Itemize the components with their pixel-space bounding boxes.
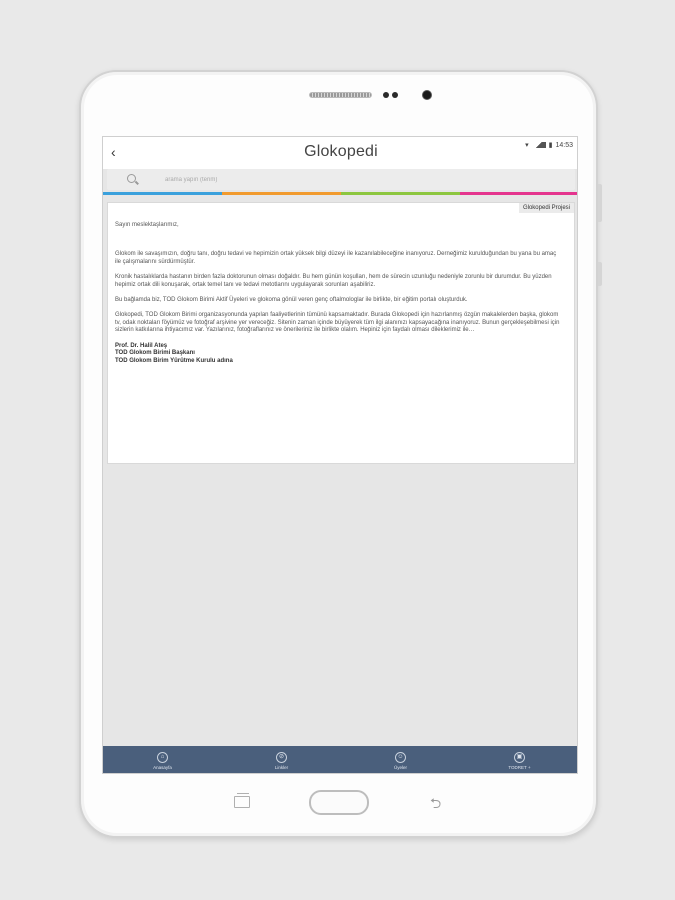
front-camera — [422, 90, 432, 100]
status-bar — [525, 141, 573, 149]
link-icon: ⊘ — [276, 752, 287, 763]
back-arrow-icon[interactable]: ‹ — [111, 144, 116, 160]
paragraph: Glokopedi, TOD Glokom Birimi organizasyonunda yapılan faaliyetlerinin tümünü kapsamaktadır. Burada Glokopedi için hazırlanmış özgün makalelerden başka, glokom tv, odak noktaları föyümüz ve fotoğraf arşivine yer vereceğiz. Sitenin zaman içinde büyüyerek tüm ilgi alanınızı kapsayacağına inanıyoruz. Bunun gerçekleşebilmesi için sizlerin katkılarına ihtiyacımız var. Yazılarınız, fotoğraflarınız ve önerileriniz ile birlikte olalım. Hepiniz için faydalı olması dileklerimiz ile… — [115, 312, 560, 334]
screen — [102, 136, 578, 774]
nav-label: Linkler — [274, 764, 289, 770]
user-icon: ☺ — [395, 752, 406, 763]
accent-strip-orange — [222, 192, 341, 195]
wifi-icon: ▾ — [525, 142, 529, 149]
accent-strip — [103, 192, 578, 195]
home-icon: ⌂ — [157, 752, 168, 763]
home-button[interactable] — [309, 790, 369, 815]
tablet-frame — [79, 70, 598, 838]
accent-strip-pink — [460, 192, 578, 195]
power-button — [598, 262, 602, 286]
app-bar — [103, 137, 578, 169]
signal-icon — [532, 142, 546, 148]
recent-apps-icon[interactable] — [234, 796, 250, 808]
app-title: Glokopedi — [304, 143, 378, 160]
nav-item-home[interactable] — [103, 746, 222, 774]
signature — [115, 343, 563, 366]
search-bar[interactable] — [107, 169, 575, 190]
paragraph: Glokom ile savaşımızın, doğru tanı, doğru tedavi ve hepimizin ortak yüksek bilgi düzeyi ile kazanılabileceğine inanıyoruz. Derneğimiz kurulduğundan bu yana bu amaç ile çalışmalarını sürdürmüştür. — [115, 251, 557, 265]
accent-strip-blue — [103, 192, 222, 195]
paragraph: Bu bağlamda biz, TOD Glokom Birimi Aktif Üyeleri ve glokoma gönül veren genç oftalmologlar ile birlikte, bir eğitim portalı oluşturduk. — [115, 297, 468, 304]
bottom-nav — [103, 746, 578, 774]
content-card — [107, 202, 575, 464]
volume-button — [598, 184, 602, 222]
nav-label: Anasayfa — [153, 764, 172, 770]
nav-label: Üyeler — [393, 764, 407, 770]
accent-strip-green — [341, 192, 460, 195]
paragraph: Kronik hastalıklarda hastanın birden fazla doktorunun olması doğaldır. Bu hem günün koşulları, hem de sürecin uzunluğu nedeniyle zorunlu bir durumdur. Bu yüzden hepimiz ortak dili konuşarak, ortak temel tanı ve tedavi metotlarını uygulayarak sorunları aşabiliriz. — [115, 274, 552, 288]
sensor-dot — [383, 92, 389, 98]
greeting-text: Sayın meslektaşlarımız, — [115, 222, 179, 228]
search-icon[interactable] — [127, 174, 136, 183]
battery-icon: ▮ — [548, 142, 553, 149]
card-body — [115, 222, 563, 366]
status-time: 14:53 — [555, 141, 573, 149]
nav-item-links[interactable] — [222, 746, 341, 774]
tv-icon: ▣ — [514, 752, 525, 763]
signature-line: Prof. Dr. Halil Ateş — [115, 342, 168, 349]
sensor-dot — [392, 92, 398, 98]
nav-item-todret[interactable] — [460, 746, 578, 774]
search-input[interactable] — [165, 173, 545, 186]
back-icon[interactable]: ⮌ — [430, 795, 442, 811]
signature-line: TOD Glokom Birimi Başkanı — [115, 350, 195, 357]
nav-item-members[interactable] — [341, 746, 460, 774]
signature-line: TOD Glokom Birim Yürütme Kurulu adına — [115, 358, 233, 365]
card-tag: Glokopedi Projesi — [519, 203, 574, 213]
nav-label: TODRET + — [508, 764, 531, 770]
speaker-grille — [309, 92, 372, 98]
